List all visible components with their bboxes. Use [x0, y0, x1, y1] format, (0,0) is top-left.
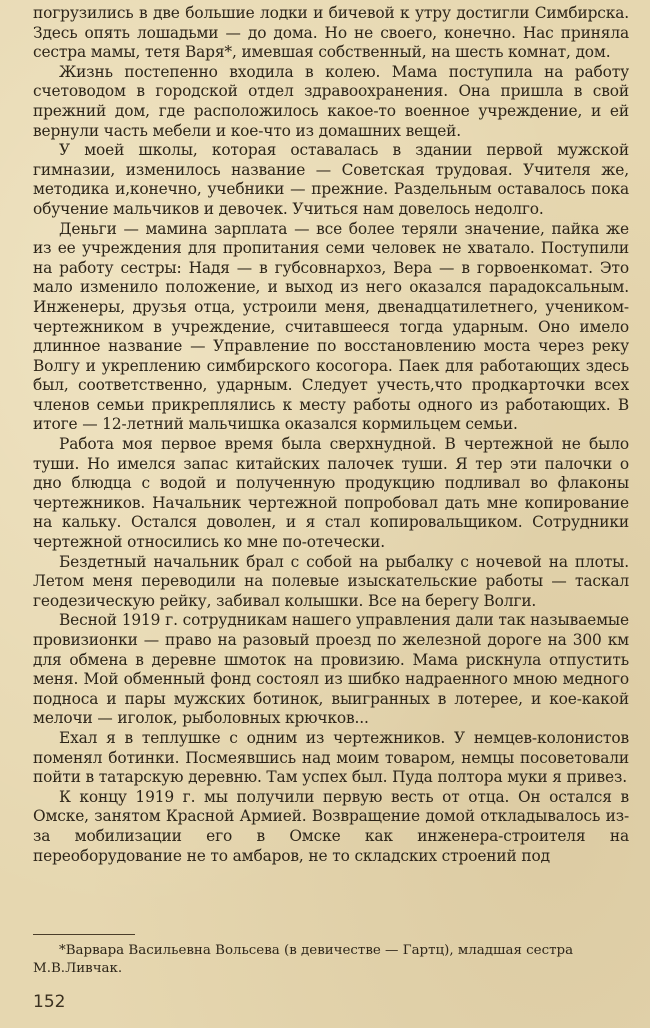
- paragraph: Работа моя первое время была сверхнудной. В чертежной не было туши. Но имелся запас китайских палочек туши. Я тер эти палочки о дно блюдца с водой и полученную продукцию подливал во флаконы чертежников. Начальник чертежной попробовал дать мне копирование на кальку. Остался доволен, и я стал копировальщиком. Сотрудники чертежной относились ко мне по-отечески.: [33, 435, 629, 552]
- paragraph: У моей школы, которая оставалась в здании первой мужской гимназии, изменилось название — Советская трудовая. Учителя же, методика и,конечно, учебники — прежние. Раздельным оставалось пока обучение мальчиков и девочек. Учиться нам довелось недолго.: [33, 141, 629, 218]
- paragraph: Деньги — мамина зарплата — все более теряли значение, пайка же из ее учреждения для пропитания семи человек не хватало. Поступили на работу сестры: Надя — в губсовнархоз, Вера — в горвоенкомат. Это мало изменило положение, и выход из него оказался парадоксальным. Инженеры, друзья отца, устроили меня, двенадцатилетнего, учеником-чертежником в учреждение, считавшееся тогда ударным. Оно имело длинное название — Управление по восстановлению моста через реку Волгу и укреплению симбирского косогора. Паек для работающих здесь был, соответственно, ударным. Следует учесть,что продкарточки всех членов семьи прикреплялись к месту работы одного из работающих. В итоге — 12-летний мальчишка оказался кормильцем семьи.: [33, 219, 629, 434]
- paragraph: К концу 1919 г. мы получили первую весть от отца. Он остался в Омске, занятом Красной Армией. Возвращение домой откладывалось из-за мобилизации его в Омске как инженера-строителя на переоборудование не то амбаров, не то складских строений под: [33, 787, 629, 865]
- paragraph: погрузились в две большие лодки и бичевой к утру достигли Симбирска. Здесь опять лошадьми — до дома. Но не своего, конечно. Нас приняла сестра мамы, тетя Варя*, имевшая собственный, на шесть комнат, дом.: [33, 4, 629, 62]
- paragraph: Ехал я в теплушке с одним из чертежников. У немцев-колонистов поменял ботинки. Посмеявшись над моим товаром, немцы посоветовали пойти в татарскую деревню. Там успех был. Пуда полтора муки я привез.: [33, 728, 629, 787]
- footnote-divider: [33, 934, 135, 935]
- paragraph: Весной 1919 г. сотрудникам нашего управления дали так называемые провизионки — право на разовый проезд по железной дороге на 300 км для обмена в деревне шмоток на провизию. Мама рискнула отпустить меня. Мой обменный фонд состоял из шибко надраенного мною медного подноса и пары мужских ботинок, выигранных в лотерее, и кое-какой мелочи — иголок, рыболовных крючков...: [33, 611, 629, 728]
- main-text: [33, 4, 629, 866]
- paragraph: Бездетный начальник брал с собой на рыбалку с ночевой на плоты. Летом меня переводили на полевые изыскательские работы — таскал геодезическую рейку, забивал колышки. Все на берегу Волги.: [33, 552, 629, 610]
- footnote: *Варвара Васильевна Вольсева (в девичестве — Гартц), младшая сестра М.В.Ливчак.: [33, 943, 574, 976]
- paragraph: Жизнь постепенно входила в колею. Мама поступила на работу счетоводом в городской отдел здравоохранения. Она пришла в свой прежний дом, где расположилось какое-то военное учреждение, и ей вернули часть мебели и кое-что из домашних вещей.: [33, 62, 629, 140]
- page-number: 152: [33, 992, 66, 1012]
